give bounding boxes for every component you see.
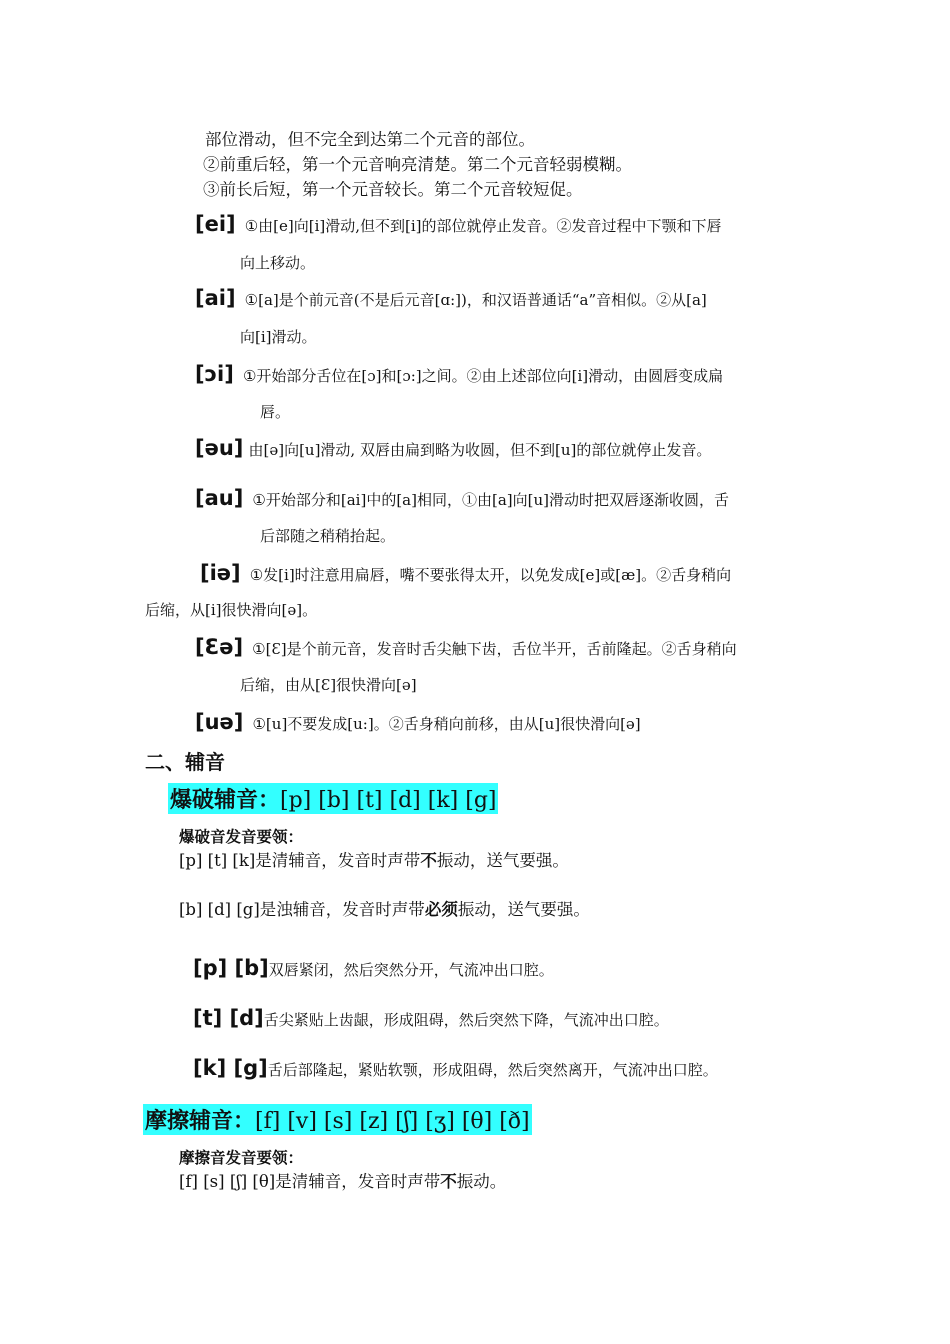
plosive-pair-pb <box>193 956 554 980</box>
phonetic-description-cont: 向[i]滑动。 <box>240 328 317 346</box>
phonetic-description-cont: 后缩，由从[Ɛ]很快滑向[ə] <box>240 676 417 694</box>
intro-line-2: ②前重后轻，第一个元音响亮清楚。第二个元音轻弱模糊。 <box>203 155 632 174</box>
diphthong-entry-oi <box>195 362 723 386</box>
diphthong-entry-ee <box>195 635 737 659</box>
phonetic-description-cont: 向上移动。 <box>240 254 316 272</box>
plosive-rules-title: 爆破音发音要领： <box>179 828 304 846</box>
phonetic-description: ①发[i]时注意用扁唇，嘴不要张得太开，以免发成[e]或[æ]。②舌身稍向 <box>249 566 732 584</box>
phonetic-description: ①[u]不要发成[u:]。②舌身稍向前移，由从[u]很快滑向[ə] <box>252 715 641 733</box>
rule-text: 振动。 <box>456 1172 507 1191</box>
section-heading: 二、辅音 <box>145 750 225 774</box>
phonetic-description: ①[a]是个前元音(不是后元音[ɑ:])，和汉语普通话“a”音相似。②从[a] <box>244 291 707 309</box>
fricative-heading <box>143 1104 532 1135</box>
consonant-pair-symbol: [k] [g] <box>193 1056 268 1080</box>
fricative-heading-title: 摩擦辅音： <box>145 1109 256 1134</box>
phonetic-description: ①由[e]向[i]滑动,但不到[i]的部位就停止发音。②发音过程中下颚和下唇 <box>244 217 722 235</box>
plosive-heading-title: 爆破辅音： <box>170 788 281 813</box>
plosive-pair-td <box>193 1006 669 1030</box>
diphthong-entry-au <box>195 486 729 510</box>
phonetic-description-cont: 唇。 <box>260 403 291 421</box>
consonant-pair-description: 舌后部隆起，紧贴软颚，形成阻碍，然后突然离开，气流冲出口腔。 <box>267 1061 718 1079</box>
phonetic-description: 由[ə]向[u]滑动, 双唇由扁到略为收圆，但不到[u]的部位就停止发音。 <box>248 441 712 459</box>
rule-text: [f] [s] [ʃ] [θ]是清辅音，发音时声带 <box>179 1172 441 1191</box>
rule-text: [p] [t] [k]是清辅音，发音时声带 <box>179 851 421 870</box>
consonant-pair-description: 双唇紧闭，然后突然分开，气流冲出口腔。 <box>268 961 554 979</box>
phonetic-symbol: [uə] <box>195 710 244 734</box>
consonant-pair-description: 舌尖紧贴上齿龈，形成阻碍，然后突然下降，气流冲出口腔。 <box>263 1011 669 1029</box>
phonetic-description-cont: 后缩，从[i]很快滑向[ə]。 <box>145 601 318 619</box>
fricative-heading-ipa: [f] [v] [s] [z] [ʃ] [ʒ] [θ] [ð] <box>255 1109 530 1134</box>
fricative-rules-title: 摩擦音发音要领： <box>179 1149 304 1167</box>
diphthong-entry-eu <box>195 436 711 460</box>
rule-emphasis: 不 <box>420 851 437 870</box>
intro-line-1: 部位滑动，但不完全到达第二个元音的部位。 <box>205 130 535 149</box>
rule-emphasis: 必须 <box>424 900 458 919</box>
diphthong-entry-ei <box>195 212 722 236</box>
plosive-rule-voiceless <box>179 847 569 871</box>
rule-text: 振动，送气要强。 <box>457 900 590 919</box>
diphthong-entry-ie <box>200 561 731 585</box>
phonetic-description: ①开始部分和[ai]中的[a]相同，①由[a]向[u]滑动时把双唇逐渐收圆，舌 <box>252 491 729 509</box>
diphthong-entry-ue <box>195 710 641 734</box>
fricative-rule-voiceless <box>179 1168 506 1192</box>
plosive-pair-kg <box>193 1056 718 1080</box>
phonetic-symbol: [ei] <box>195 212 236 236</box>
rule-text: 振动，送气要强。 <box>436 851 569 870</box>
rule-text: [b] [d] [g]是浊辅音，发音时声带 <box>179 900 425 919</box>
rule-emphasis: 不 <box>440 1172 457 1191</box>
phonetic-description: ①开始部分舌位在[ɔ]和[ɔ:]之间。②由上述部位向[i]滑动，由圆唇变成扁 <box>242 367 724 385</box>
phonetic-symbol: [au] <box>195 486 244 510</box>
phonetic-symbol: [Ɛə] <box>195 635 244 659</box>
plosive-rule-voiced <box>179 896 590 920</box>
phonetic-symbol: [iə] <box>200 561 241 585</box>
intro-line-3: ③前长后短，第一个元音较长。第二个元音较短促。 <box>203 180 583 199</box>
plosive-heading <box>168 783 498 814</box>
diphthong-entry-ai <box>195 286 707 310</box>
phonetic-symbol: [ɔi] <box>195 362 234 386</box>
consonant-pair-symbol: [t] [d] <box>193 1006 264 1030</box>
phonetic-description-cont: 后部随之稍稍抬起。 <box>260 527 396 545</box>
phonetic-symbol: [əu] <box>195 436 244 460</box>
plosive-heading-ipa: [p] [b] [t] [d] [k] [g] <box>280 788 497 813</box>
consonant-pair-symbol: [p] [b] <box>193 956 269 980</box>
phonetic-description: ①[Ɛ]是个前元音，发音时舌尖触下齿，舌位半开，舌前隆起。②舌身稍向 <box>252 640 737 658</box>
phonetic-symbol: [ai] <box>195 286 236 310</box>
